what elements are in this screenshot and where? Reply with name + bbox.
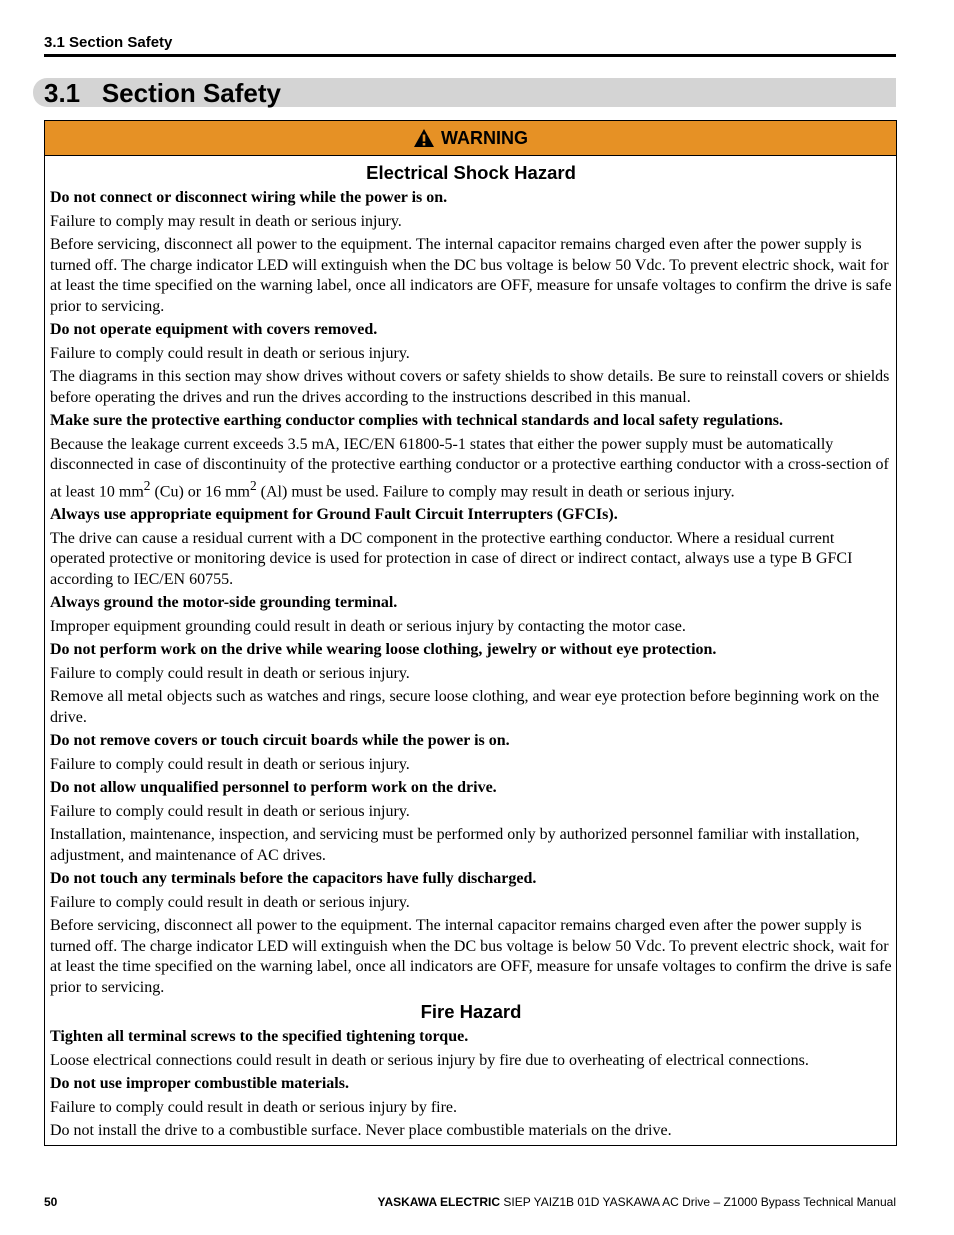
statement-grounding: Always ground the motor-side grounding terminal. <box>50 594 398 612</box>
consequence-text: Failure to comply could result in death or serious injury. <box>50 755 410 773</box>
warning-header <box>45 121 896 156</box>
page-number: 50 <box>44 1195 58 1209</box>
statement-personnel: Do not allow unqualified personnel to perform work on the drive. <box>50 779 497 797</box>
section-number: 3.1 <box>44 78 81 108</box>
earthing-text-part: (Al) must be used. Failure to comply may result in death or serious injury. <box>256 482 735 500</box>
warning-label: WARNING <box>441 127 528 148</box>
electrical-hazard-title: Electrical Shock Hazard <box>366 162 576 183</box>
consequence-text: Failure to comply could result in death or serious injury. <box>50 344 410 362</box>
consequence-text: Loose electrical connections could result in death or serious injury by fire due to overheating of electrical connections. <box>50 1051 809 1069</box>
consequence-text: Improper equipment grounding could result in death or serious injury by contacting the motor case. <box>50 617 686 635</box>
fire-hazard-title: Fire Hazard <box>420 1001 522 1023</box>
instruction-text: Before servicing, disconnect all power to the equipment. The internal capacitor remains charged even after the power supply is turned off. The charge indicator LED will extinguish when the DC bus voltage is below 50 Vdc. To prevent electric shock, wait for at least the time specified on the warning label, once all indicators are OFF, measure for unsafe voltages to confirm the drive is safe prior to servicing. <box>50 917 892 996</box>
instruction-text: The drive can cause a residual current with a DC component in the protective earthing conductor. Where a residual current operated protective or monitoring device is used for protection in case of direct or indirect contact, always use a type B GFCI according to IEC/EN 60755. <box>50 529 853 588</box>
statement-combustible: Do not use improper combustible materials. <box>50 1075 349 1093</box>
statement-gfci: Always use appropriate equipment for Ground Fault Circuit Interrupters (GFCIs). <box>50 506 618 524</box>
footer-doc-info <box>378 1195 896 1209</box>
instruction-text: Before servicing, disconnect all power to the equipment. The internal capacitor remains charged even after the power supply is turned off. The charge indicator LED will extinguish when the DC bus voltage is below 50 Vdc. To prevent electric shock, wait for at least the time specified on the warning label, once all indicators are OFF, measure for unsafe voltages to confirm the drive is safe prior to servicing. <box>50 236 892 315</box>
warning-body <box>45 156 896 1142</box>
statement-circuit-boards: Do not remove covers or touch circuit boards while the power is on. <box>50 732 510 750</box>
consequence-text: Failure to comply may result in death or serious injury. <box>50 212 402 230</box>
running-header: 3.1 Section Safety <box>44 34 173 51</box>
warning-triangle-icon <box>413 128 435 148</box>
consequence-text: Failure to comply could result in death or serious injury. <box>50 802 410 820</box>
warning-box <box>44 120 897 1146</box>
statement-terminal-screws: Tighten all terminal screws to the specified tightening torque. <box>50 1028 469 1046</box>
statement-wiring: Do not connect or disconnect wiring while the power is on. <box>50 189 448 206</box>
instruction-text: Remove all metal objects such as watches and rings, secure loose clothing, and wear eye protection before beginning work on the drive. <box>50 688 880 726</box>
statement-capacitors: Do not touch any terminals before the capacitors have fully discharged. <box>50 870 537 888</box>
earthing-text <box>50 435 892 503</box>
instruction-text: The diagrams in this section may show drives without covers or safety shields to show details. Be sure to reinstall covers or shields before operating the drives and run the drives according to the instructions described in this manual. <box>50 368 890 406</box>
footer-brand: YASKAWA ELECTRIC <box>377 1195 501 1209</box>
instruction-text: Do not install the drive to a combustible surface. Never place combustible materials on the drive. <box>50 1122 672 1140</box>
header-rule <box>44 54 896 57</box>
consequence-text: Failure to comply could result in death or serious injury. <box>50 893 410 911</box>
superscript: 2 <box>143 477 151 493</box>
section-title: Section Safety <box>101 78 281 108</box>
consequence-text: Failure to comply could result in death or serious injury by fire. <box>50 1098 458 1116</box>
superscript: 2 <box>249 477 257 493</box>
statement-covers: Do not operate equipment with covers removed. <box>50 321 378 338</box>
consequence-text: Failure to comply could result in death or serious injury. <box>50 664 410 682</box>
footer-manual-title: SIEP YAIZ1B 01D YASKAWA AC Drive – Z1000 Bypass Technical Manual <box>500 1195 896 1209</box>
earthing-text-part: (Cu) or 16 mm <box>150 482 250 500</box>
section-heading <box>44 77 281 109</box>
earthing-text-part: Because the leakage current exceeds 3.5 mA, IEC/EN 61800-5-1 states that either the power supply must be automatically disconnected in case of discontinuity of the protective earthing conductor or a protective earthing conductor with a cross-section of at least 10 mm <box>50 435 889 500</box>
statement-earthing: Make sure the protective earthing conductor complies with technical standards and local safety regulations. <box>50 412 783 429</box>
statement-clothing: Do not perform work on the drive while wearing loose clothing, jewelry or without eye protection. <box>50 641 717 659</box>
instruction-text: Installation, maintenance, inspection, and servicing must be performed only by authorized personnel familiar with installation, adjustment, and maintenance of AC drives. <box>50 826 860 864</box>
